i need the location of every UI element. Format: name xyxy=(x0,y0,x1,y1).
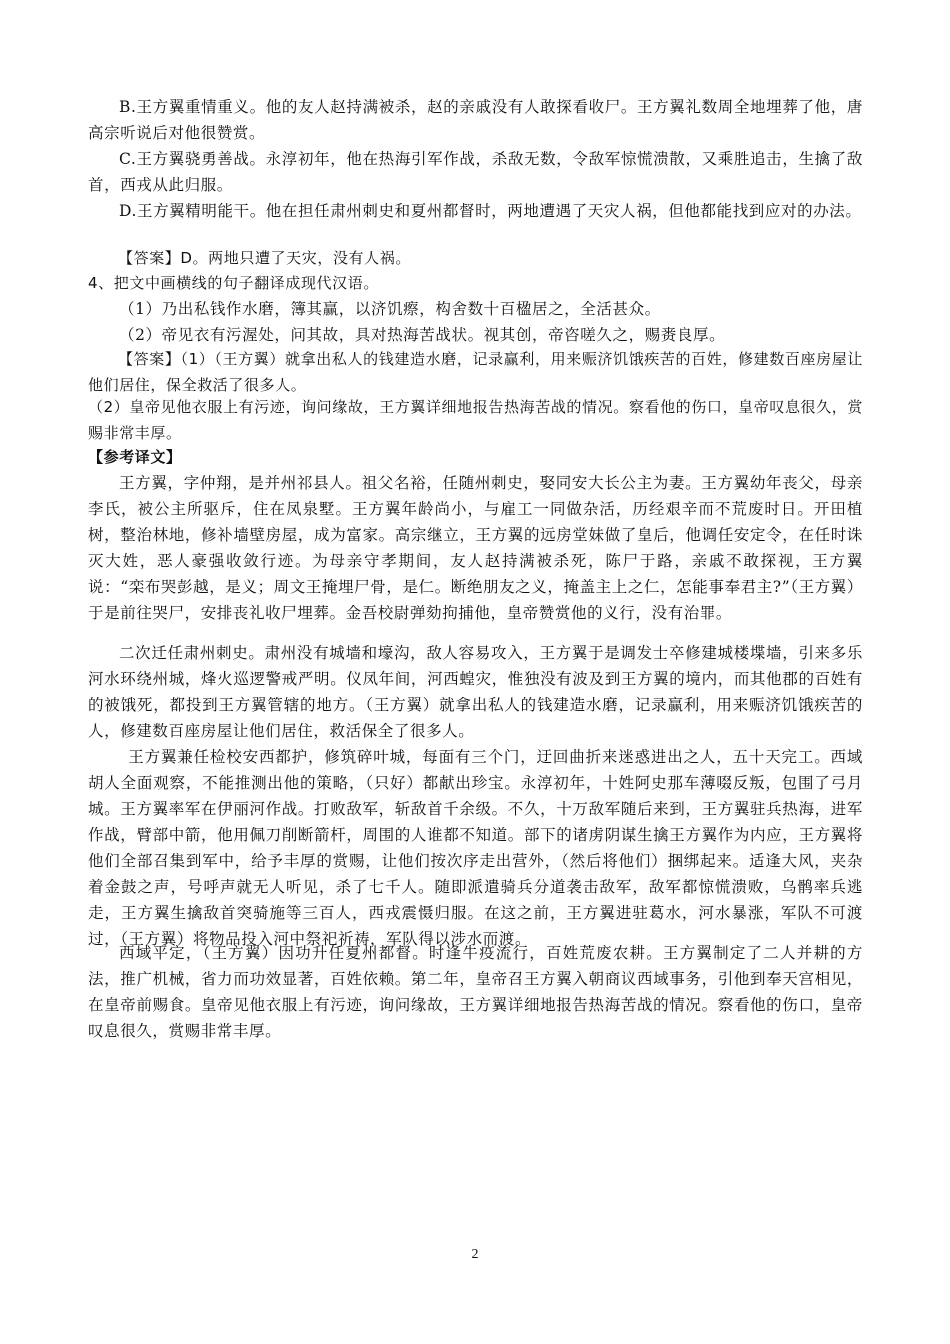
q3-answer: 【答案】D。两地只遭了天灾，没有人祸。 xyxy=(118,249,411,267)
q4-sentence-2: （2）帝见衣有污渥处，问其故，具对热海苦战状。视其创，帝咨嗟久之，赐赉良厚。 xyxy=(119,326,726,344)
translation-paragraph-4: 西域平定，（王方翼）因功升任夏州都督。时逢牛疫流行，百姓荒废农耕。王方翼制定了二人并耕的方法，推广机械，省力而功效显著，百姓依赖。第二年，皇帝召王方翼入朝商议西域事务，引他到奉天宫相见，在皇帝前赐食。皇帝见他衣服上有污迹，询问缘故，王方翼详细地报告热海苦战的情况。察看他的伤口，皇帝叹息很久，赏赐非常丰厚。 xyxy=(88,944,863,1040)
option-b: B.王方翼重情重义。他的友人赵持满被杀，赵的亲戚没有人敢探看收尸。王方翼礼数周全地埋葬了他，唐高宗听说后对他很赞赏。 xyxy=(88,98,863,142)
q4-prompt: 4、把文中画横线的句子翻译成现代汉语。 xyxy=(88,274,379,292)
option-c: C.王方翼骁勇善战。永淳初年，他在热海引军作战，杀敌无数，令敌军惊慌溃散，又乘胜追击，生擒了敌首，西戎从此归服。 xyxy=(88,150,863,194)
translation-paragraph-1: 王方翼，字仲翔，是并州祁县人。祖父名裕，任随州刺史，娶同安大长公主为妻。王方翼幼年丧父，母亲李氏，被公主所驱斥，住在凤泉墅。王方翼年龄尚小，与雇工一同做杂活，历经艰辛而不荒废时日。开田植树，整治林地，修补墙壁房屋，成为富家。高宗继立，王方翼的远房堂妹做了皇后，他调任安定令，在任时诛灭大姓，恶人豪强收敛行迹。为母亲守孝期间，友人赵持满被杀死，陈尸于路，亲戚不敢探视，王方翼说：“栾布哭彭越，是义；周文王掩埋尸骨，是仁。断绝朋友之义，掩盖主上之仁，怎能事奉君主?”（王方翼）于是前往哭尸，安排丧礼收尸埋葬。金吾校尉弹劾拘捕他，皇帝赞赏他的义行，没有治罪。 xyxy=(88,474,863,622)
q4-answer-2: （2）皇帝见他衣服上有污迹，询问缘故，王方翼详细地报告热海苦战的情况。察看他的伤口，皇帝叹息很久，赏赐非常丰厚。 xyxy=(88,398,863,442)
page-number: 2 xyxy=(471,1247,479,1262)
q4-sentence-1: （1）乃出私钱作水磨，簿其赢，以济饥瘵，构舍数十百楹居之，全活甚众。 xyxy=(119,300,661,318)
translation-paragraph-3: 王方翼兼任检校安西都护，修筑碎叶城，每面有三个门，迂回曲折来迷惑进出之人，五十天完工。西域胡人全面观察，不能推测出他的策略，（只好）都献出珍宝。永淳初年，十姓阿史那车薄啜反叛，包围了弓月城。王方翼率军在伊丽河作战。打败敌军，斩敌首千余级。不久，十万敌军随后来到，王方翼驻兵热海，进军作战，臂部中箭，他用佩刀削断箭杆，周围的人谁都不知道。部下的诸虏阴谋生擒王方翼作为内应，王方翼将他们全部召集到军中，给予丰厚的赏赐，让他们按次序走出营外，（然后将他们）捆绑起来。适逢大风，夹杂着金鼓之声，号呼声就无人听见，杀了七千人。随即派遣骑兵分道袭击敌军，敌军都惊慌溃败，乌鹘率兵逃走，王方翼生擒敌首突骑施等三百人，西戎震慑归服。在这之前，王方翼进驻葛水，河水暴涨，军队不可渡过，（王方翼）将物品投入河中祭祀祈祷，军队得以涉水而渡。 xyxy=(88,748,863,948)
translation-paragraph-2: 二次迁任肃州刺史。肃州没有城墙和壕沟，敌人容易攻入，王方翼于是调发士卒修建城楼堞墙，引来多乐河水环绕州城，烽火巡逻警戒严明。仪凤年间，河西蝗灾，惟独没有波及到王方翼的境内，而其他郡的百姓有的被饿死，都投到王方翼管辖的地方。（王方翼）就拿出私人的钱建造水磨，记录赢利，用来赈济饥饿疾苦的人，修建数百座房屋让他们居住，救活保全了很多人。 xyxy=(88,644,863,740)
q4-answer-1: 【答案】（1）（王方翼）就拿出私人的钱建造水磨，记录赢利，用来赈济饥饿疾苦的百姓，修建数百座房屋让他们居住，保全救活了很多人。 xyxy=(88,350,863,394)
option-d: D.王方翼精明能干。他在担任肃州刺史和夏州都督时，两地遭遇了天灾人祸，但他都能找到应对的办法。 xyxy=(119,202,862,220)
translation-heading: 【参考译文】 xyxy=(88,448,182,466)
